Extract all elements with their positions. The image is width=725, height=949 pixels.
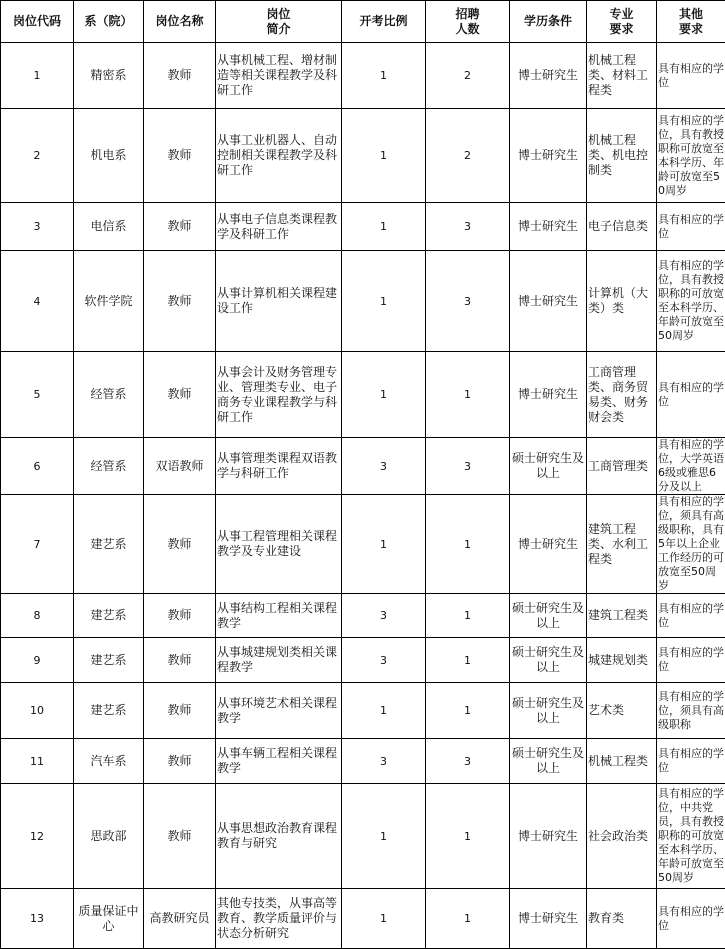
cell-other: 具有相应的学位，中共党员，具有教授职称的可放宽至本科学历、年龄可放宽至50周岁 bbox=[657, 784, 725, 889]
cell-department: 建艺系 bbox=[74, 495, 144, 594]
cell-other: 具有相应的学位，大学英语6级或雅思6分及以上 bbox=[657, 438, 725, 495]
cell-ratio: 3 bbox=[342, 638, 426, 683]
cell-position: 教师 bbox=[144, 638, 216, 683]
cell-ratio: 1 bbox=[342, 43, 426, 109]
cell-code: 11 bbox=[1, 739, 74, 784]
cell-major: 机械工程类、机电控制类 bbox=[587, 109, 657, 203]
cell-description: 从事管理类课程双语教学与科研工作 bbox=[216, 438, 342, 495]
cell-description: 从事城建规划类相关课程教学 bbox=[216, 638, 342, 683]
cell-description: 从事计算机相关课程建设工作 bbox=[216, 251, 342, 352]
cell-ratio: 1 bbox=[342, 889, 426, 949]
cell-position: 高教研究员 bbox=[144, 889, 216, 949]
cell-code: 5 bbox=[1, 352, 74, 438]
cell-major: 城建规划类 bbox=[587, 638, 657, 683]
cell-education: 博士研究生 bbox=[510, 203, 587, 251]
header-count: 招聘 人数 bbox=[426, 1, 510, 43]
cell-count: 1 bbox=[426, 784, 510, 889]
cell-major: 计算机（大类）类 bbox=[587, 251, 657, 352]
cell-other: 具有相应的学位 bbox=[657, 43, 725, 109]
cell-other: 具有相应的学位 bbox=[657, 203, 725, 251]
cell-ratio: 3 bbox=[342, 739, 426, 784]
cell-other: 具有相应的学位，具有教授职称的可放宽至本科学历、年龄可放宽至50周岁 bbox=[657, 251, 725, 352]
cell-code: 8 bbox=[1, 594, 74, 638]
table-row bbox=[1, 889, 725, 949]
cell-education: 博士研究生 bbox=[510, 495, 587, 594]
cell-code: 9 bbox=[1, 638, 74, 683]
cell-code: 1 bbox=[1, 43, 74, 109]
cell-count: 3 bbox=[426, 203, 510, 251]
cell-department: 电信系 bbox=[74, 203, 144, 251]
table-row bbox=[1, 203, 725, 251]
cell-department: 建艺系 bbox=[74, 594, 144, 638]
cell-major: 工商管理类、商务贸易类、财务财会类 bbox=[587, 352, 657, 438]
cell-count: 1 bbox=[426, 638, 510, 683]
cell-code: 2 bbox=[1, 109, 74, 203]
cell-position: 教师 bbox=[144, 739, 216, 784]
cell-education: 博士研究生 bbox=[510, 352, 587, 438]
header-department: 系（院） bbox=[74, 1, 144, 43]
cell-code: 12 bbox=[1, 784, 74, 889]
cell-major: 机械工程类 bbox=[587, 739, 657, 784]
cell-code: 13 bbox=[1, 889, 74, 949]
cell-position: 教师 bbox=[144, 203, 216, 251]
header-major: 专业 要求 bbox=[587, 1, 657, 43]
cell-ratio: 1 bbox=[342, 251, 426, 352]
table-row bbox=[1, 784, 725, 889]
cell-department: 精密系 bbox=[74, 43, 144, 109]
cell-ratio: 1 bbox=[342, 784, 426, 889]
cell-education: 硕士研究生及以上 bbox=[510, 683, 587, 739]
cell-code: 6 bbox=[1, 438, 74, 495]
cell-other: 具有相应的学位 bbox=[657, 638, 725, 683]
cell-department: 经管系 bbox=[74, 352, 144, 438]
cell-education: 硕士研究生及以上 bbox=[510, 438, 587, 495]
cell-count: 3 bbox=[426, 251, 510, 352]
cell-description: 从事结构工程相关课程教学 bbox=[216, 594, 342, 638]
cell-other: 具有相应的学位 bbox=[657, 739, 725, 784]
cell-major: 艺术类 bbox=[587, 683, 657, 739]
table-row bbox=[1, 438, 725, 495]
cell-education: 博士研究生 bbox=[510, 109, 587, 203]
cell-count: 1 bbox=[426, 352, 510, 438]
table-row bbox=[1, 109, 725, 203]
header-code: 岗位代码 bbox=[1, 1, 74, 43]
cell-other: 具有相应的学位 bbox=[657, 889, 725, 949]
cell-ratio: 1 bbox=[342, 203, 426, 251]
cell-position: 教师 bbox=[144, 352, 216, 438]
cell-description: 从事环境艺术相关课程教学 bbox=[216, 683, 342, 739]
cell-department: 机电系 bbox=[74, 109, 144, 203]
cell-other: 具有相应的学位，须具有高级职称 bbox=[657, 683, 725, 739]
cell-description: 从事思想政治教育课程教育与研究 bbox=[216, 784, 342, 889]
cell-ratio: 1 bbox=[342, 352, 426, 438]
header-ratio: 开考比例 bbox=[342, 1, 426, 43]
cell-department: 建艺系 bbox=[74, 638, 144, 683]
cell-ratio: 1 bbox=[342, 683, 426, 739]
cell-education: 硕士研究生及以上 bbox=[510, 638, 587, 683]
cell-ratio: 1 bbox=[342, 495, 426, 594]
cell-position: 教师 bbox=[144, 495, 216, 594]
cell-department: 建艺系 bbox=[74, 683, 144, 739]
cell-code: 10 bbox=[1, 683, 74, 739]
cell-education: 硕士研究生及以上 bbox=[510, 739, 587, 784]
cell-department: 软件学院 bbox=[74, 251, 144, 352]
cell-code: 3 bbox=[1, 203, 74, 251]
header-description: 岗位 简介 bbox=[216, 1, 342, 43]
cell-description: 从事电子信息类课程教学及科研工作 bbox=[216, 203, 342, 251]
cell-major: 电子信息类 bbox=[587, 203, 657, 251]
cell-ratio: 1 bbox=[342, 109, 426, 203]
cell-major: 社会政治类 bbox=[587, 784, 657, 889]
cell-position: 双语教师 bbox=[144, 438, 216, 495]
cell-code: 4 bbox=[1, 251, 74, 352]
cell-description: 从事工程管理相关课程教学及专业建设 bbox=[216, 495, 342, 594]
table-row bbox=[1, 352, 725, 438]
cell-department: 质量保证中心 bbox=[74, 889, 144, 949]
table-row bbox=[1, 594, 725, 638]
cell-education: 博士研究生 bbox=[510, 784, 587, 889]
header-row bbox=[1, 1, 725, 43]
table-row bbox=[1, 683, 725, 739]
cell-description: 从事工业机器人、自动控制相关课程教学及科研工作 bbox=[216, 109, 342, 203]
cell-major: 建筑工程类 bbox=[587, 594, 657, 638]
cell-other: 具有相应的学位 bbox=[657, 352, 725, 438]
cell-major: 机械工程类、材料工程类 bbox=[587, 43, 657, 109]
cell-education: 博士研究生 bbox=[510, 889, 587, 949]
cell-description: 其他专技类，从事高等教育、教学质量评价与状态分析研究 bbox=[216, 889, 342, 949]
cell-position: 教师 bbox=[144, 594, 216, 638]
cell-education: 博士研究生 bbox=[510, 43, 587, 109]
cell-other: 具有相应的学位 bbox=[657, 594, 725, 638]
cell-department: 汽车系 bbox=[74, 739, 144, 784]
cell-count: 1 bbox=[426, 495, 510, 594]
table-row bbox=[1, 43, 725, 109]
cell-count: 1 bbox=[426, 889, 510, 949]
cell-position: 教师 bbox=[144, 683, 216, 739]
cell-ratio: 3 bbox=[342, 594, 426, 638]
cell-count: 1 bbox=[426, 683, 510, 739]
cell-count: 2 bbox=[426, 43, 510, 109]
cell-position: 教师 bbox=[144, 109, 216, 203]
cell-other: 具有相应的学位，具有教授职称可放宽至本科学历、年龄可放宽至50周岁 bbox=[657, 109, 725, 203]
cell-code: 7 bbox=[1, 495, 74, 594]
cell-description: 从事机械工程、增材制造等相关课程教学及科研工作 bbox=[216, 43, 342, 109]
cell-description: 从事会计及财务管理专业、管理类专业、电子商务专业课程教学与科研工作 bbox=[216, 352, 342, 438]
table-row bbox=[1, 638, 725, 683]
cell-education: 博士研究生 bbox=[510, 251, 587, 352]
cell-department: 思政部 bbox=[74, 784, 144, 889]
cell-major: 工商管理类 bbox=[587, 438, 657, 495]
table-row bbox=[1, 495, 725, 594]
cell-ratio: 3 bbox=[342, 438, 426, 495]
cell-education: 硕士研究生及以上 bbox=[510, 594, 587, 638]
cell-count: 2 bbox=[426, 109, 510, 203]
header-education: 学历条件 bbox=[510, 1, 587, 43]
cell-major: 教育类 bbox=[587, 889, 657, 949]
cell-count: 3 bbox=[426, 438, 510, 495]
cell-count: 1 bbox=[426, 594, 510, 638]
table-row bbox=[1, 739, 725, 784]
cell-position: 教师 bbox=[144, 784, 216, 889]
header-position-name: 岗位名称 bbox=[144, 1, 216, 43]
header-other: 其他 要求 bbox=[657, 1, 725, 43]
cell-major: 建筑工程类、水利工程类 bbox=[587, 495, 657, 594]
cell-position: 教师 bbox=[144, 251, 216, 352]
cell-position: 教师 bbox=[144, 43, 216, 109]
cell-other: 具有相应的学位，须具有高级职称，具有5年以上企业工作经历的可放宽至50周岁 bbox=[657, 495, 725, 594]
cell-count: 3 bbox=[426, 739, 510, 784]
cell-department: 经管系 bbox=[74, 438, 144, 495]
cell-description: 从事车辆工程相关课程教学 bbox=[216, 739, 342, 784]
table-row bbox=[1, 251, 725, 352]
